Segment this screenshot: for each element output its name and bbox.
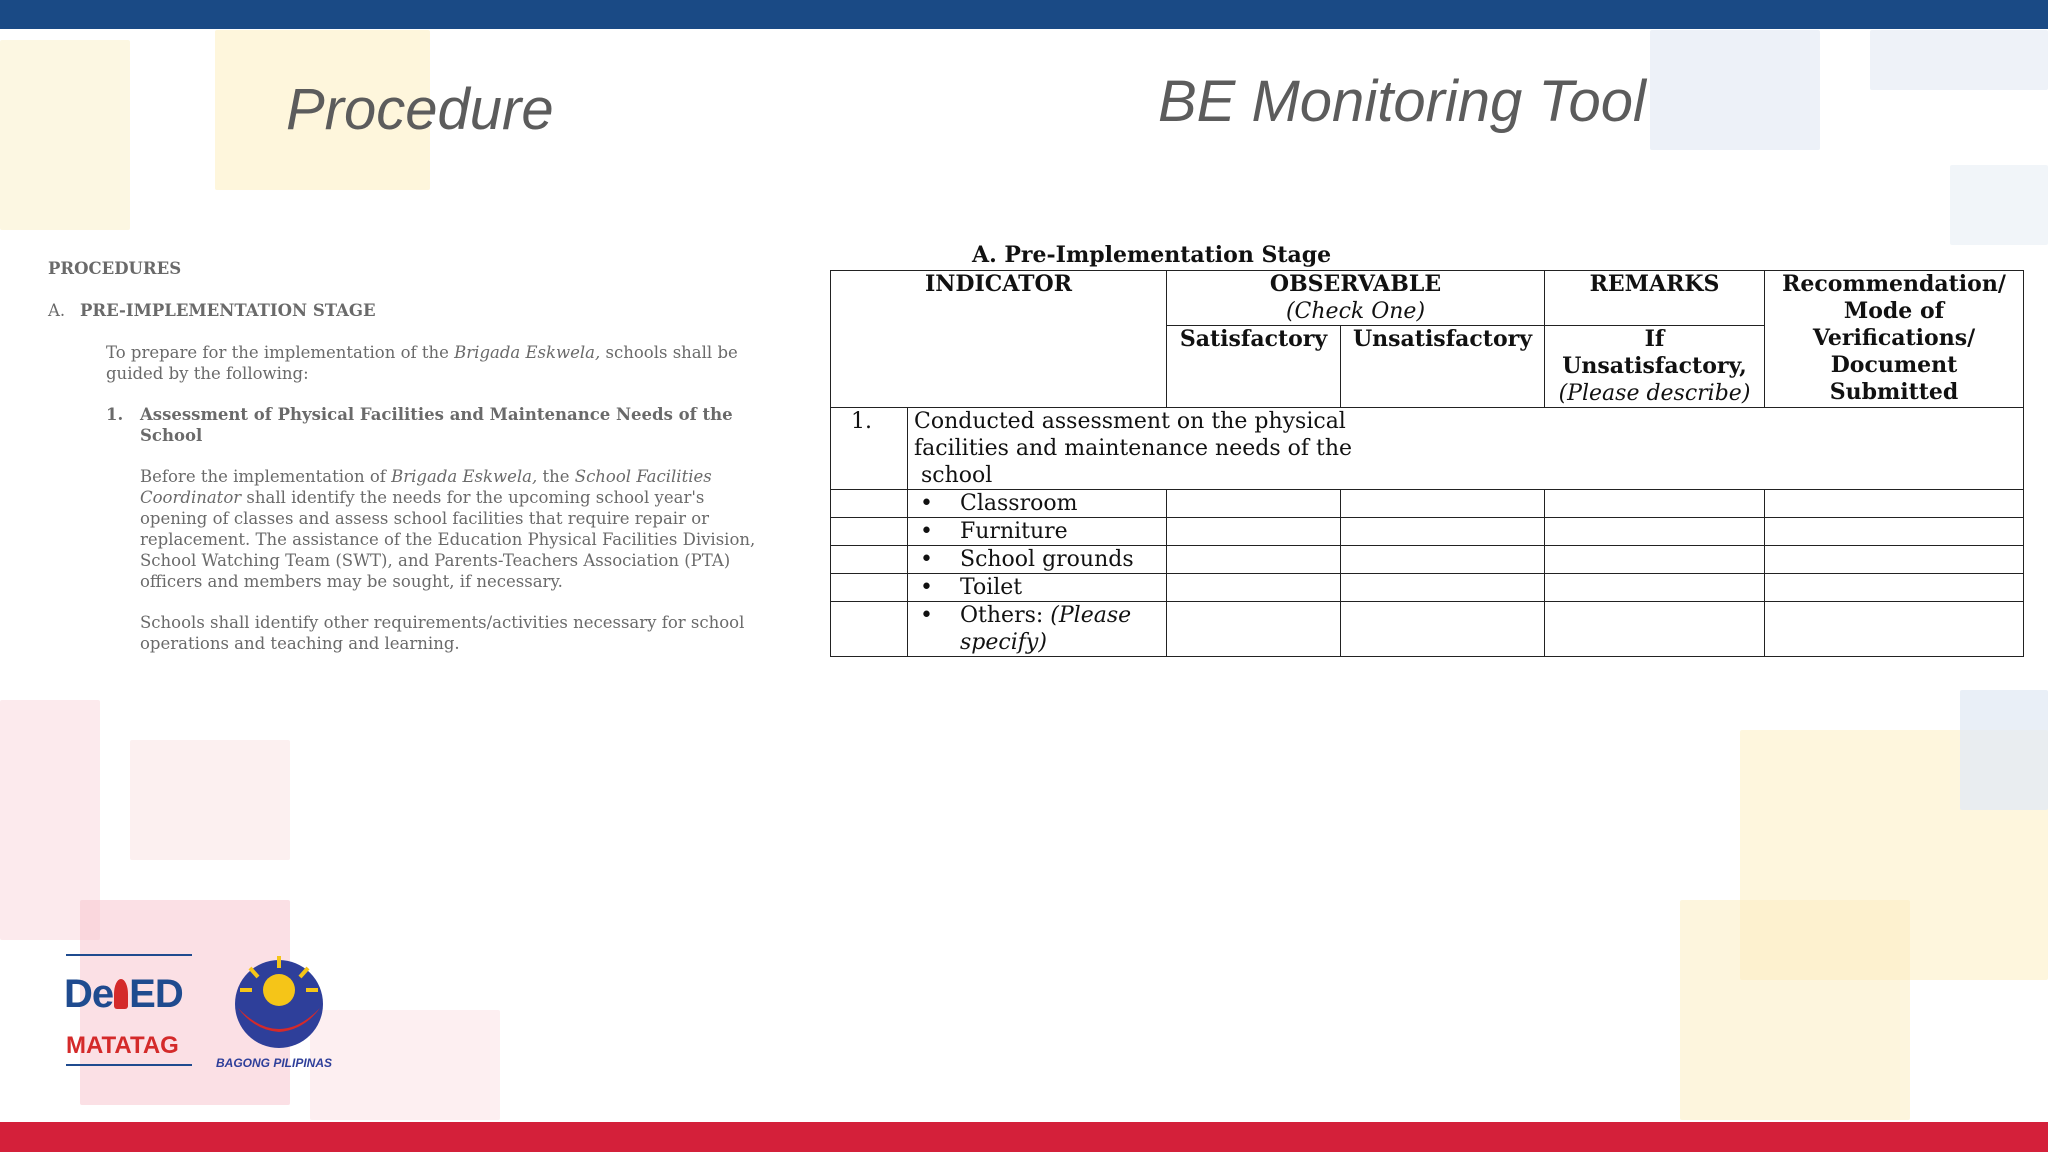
subheader-remarks-l2: Unsatisfactory, (1562, 353, 1747, 379)
header-recommendation (1765, 271, 2024, 408)
header-recommendation-l3: Verifications/ (1812, 325, 1976, 351)
header-recommendation-l2: Mode of (1843, 298, 1945, 324)
empty-cell (831, 574, 908, 602)
doc-section-title: PRE-IMPLEMENTATION STAGE (80, 301, 376, 320)
doc-intro-line1: To prepare for the implementation of the Brigada Eskwela, schools shall be (106, 343, 738, 362)
item-label: School grounds (960, 547, 1134, 572)
doc-item-title-line2: School (140, 426, 203, 445)
item-cell-toilet (908, 574, 1167, 602)
doc-intro-line2: guided by the following: (106, 364, 309, 383)
unsatisfactory-check-cell[interactable] (1341, 574, 1545, 602)
unsatisfactory-check-cell[interactable] (1341, 602, 1545, 657)
satisfactory-check-cell[interactable] (1167, 574, 1341, 602)
bullet-icon: • (920, 575, 933, 600)
doc-item-number: 1. (106, 405, 124, 424)
satisfactory-check-cell[interactable] (1167, 602, 1341, 657)
row-indicator-text-l1: Conducted assessment on the physical (914, 409, 1346, 434)
doc-para1-line4: replacement. The assistance of the Education Physical Facilities Division, (140, 530, 756, 549)
empty-cell (831, 490, 908, 518)
logo-bottom-line (66, 1064, 192, 1066)
table-row (831, 490, 2024, 518)
bagong-pilipinas-emblem-icon (224, 950, 334, 1050)
table-row (831, 546, 2024, 574)
doc-item-title-line1: Assessment of Physical Facilities and Maintenance Needs of the (140, 405, 733, 424)
item-label: Furniture (960, 519, 1068, 544)
slide-title-procedure: Procedure (286, 77, 554, 142)
bagong-pilipinas-logo (214, 948, 344, 1072)
header-observable (1167, 271, 1545, 326)
doc-section-letter: A. (48, 301, 66, 320)
unsatisfactory-check-cell[interactable] (1341, 518, 1545, 546)
recommendation-cell[interactable] (1765, 518, 2024, 546)
others-note-l2: specify) (960, 630, 1047, 655)
empty-cell (831, 546, 908, 574)
decor-square (0, 40, 130, 230)
procedure-document-excerpt (38, 248, 818, 668)
doc-para2-line2: operations and teaching and learning. (140, 634, 460, 653)
unsatisfactory-check-cell[interactable] (1341, 546, 1545, 574)
stage-label: A. Pre-Implementation Stage (972, 242, 1332, 268)
item-cell-furniture (908, 518, 1167, 546)
subheader-remarks-l3: (Please describe) (1558, 381, 1751, 406)
doc-para1-line1: Before the implementation of Brigada Eskwela, the School Facilities (140, 467, 712, 486)
recommendation-cell[interactable] (1765, 602, 2024, 657)
table-row (831, 602, 2024, 657)
header-recommendation-l4: Document (1830, 352, 1958, 378)
row-indicator-text (908, 408, 2024, 490)
monitoring-tool-table (830, 270, 2024, 657)
satisfactory-check-cell[interactable] (1167, 546, 1341, 574)
header-recommendation-l1: Recommendation/ (1782, 271, 2006, 297)
table-row-indicator-1 (831, 408, 2024, 490)
slide-title-monitoring-tool: BE Monitoring Tool (1158, 69, 1646, 134)
logo-top-line (66, 954, 192, 956)
row-indicator-text-l3: school (914, 463, 993, 488)
others-note-l1: (Please (1050, 603, 1132, 628)
bullet-icon: • (920, 491, 933, 516)
subheader-unsatisfactory: Unsatisfactory (1341, 326, 1545, 408)
others-label: Others: (960, 603, 1044, 628)
decor-square (1650, 30, 1820, 150)
item-label: Toilet (960, 575, 1023, 600)
subheader-satisfactory: Satisfactory (1167, 326, 1341, 408)
bullet-icon: • (920, 603, 933, 628)
recommendation-cell[interactable] (1765, 574, 2024, 602)
bottom-color-bar (0, 1122, 2048, 1152)
satisfactory-check-cell[interactable] (1167, 518, 1341, 546)
bullet-icon: • (920, 547, 933, 572)
item-cell-classroom (908, 490, 1167, 518)
subheader-remarks (1545, 326, 1765, 408)
decor-square (1950, 165, 2048, 245)
item-label: Classroom (960, 491, 1078, 516)
header-indicator: INDICATOR (831, 271, 1167, 408)
doc-para1-line3: opening of classes and assess school facilities that require repair or (140, 509, 710, 528)
remarks-cell[interactable] (1545, 574, 1765, 602)
table-header-row (831, 271, 2024, 326)
subheader-remarks-l1: If (1644, 326, 1665, 352)
doc-para1-line6: officers and members may be sought, if necessary. (140, 572, 563, 591)
torch-icon (114, 979, 128, 1009)
header-observable-label: OBSERVABLE (1269, 271, 1442, 297)
row-number: 1. (831, 408, 908, 490)
decor-square (1870, 30, 2048, 90)
matatag-wordmark: MATATAG (66, 1032, 179, 1059)
satisfactory-check-cell[interactable] (1167, 490, 1341, 518)
table-row (831, 518, 2024, 546)
unsatisfactory-check-cell[interactable] (1341, 490, 1545, 518)
recommendation-cell[interactable] (1765, 490, 2024, 518)
doc-para2-line1: Schools shall identify other requirements/activities necessary for school (140, 613, 745, 632)
item-cell-school-grounds (908, 546, 1167, 574)
doc-para1-line2: Coordinator shall identify the needs for the upcoming school year's (140, 488, 705, 507)
decor-square (130, 740, 290, 860)
doc-heading: PROCEDURES (48, 259, 182, 278)
bagong-pilipinas-wordmark: BAGONG PILIPINAS (216, 1056, 333, 1070)
remarks-cell[interactable] (1545, 518, 1765, 546)
remarks-cell[interactable] (1545, 490, 1765, 518)
remarks-cell[interactable] (1545, 602, 1765, 657)
decor-square (1680, 900, 1910, 1120)
top-color-bar (0, 0, 2048, 29)
table-row (831, 574, 2024, 602)
decor-square (1960, 690, 2048, 810)
empty-cell (831, 602, 908, 657)
header-recommendation-l5: Submitted (1829, 379, 1959, 405)
item-cell-others (908, 602, 1167, 657)
doc-para1-line5: School Watching Team (SWT), and Parents-Teachers Association (PTA) (140, 551, 731, 570)
deped-wordmark: De ED (64, 972, 183, 1016)
empty-cell (831, 518, 908, 546)
bullet-icon: • (920, 519, 933, 544)
row-indicator-text-l2: facilities and maintenance needs of the (914, 436, 1353, 461)
remarks-cell[interactable] (1545, 546, 1765, 574)
header-observable-note: (Check One) (1285, 299, 1426, 324)
deped-matatag-logo (62, 948, 192, 1072)
header-remarks: REMARKS (1545, 271, 1765, 326)
recommendation-cell[interactable] (1765, 546, 2024, 574)
